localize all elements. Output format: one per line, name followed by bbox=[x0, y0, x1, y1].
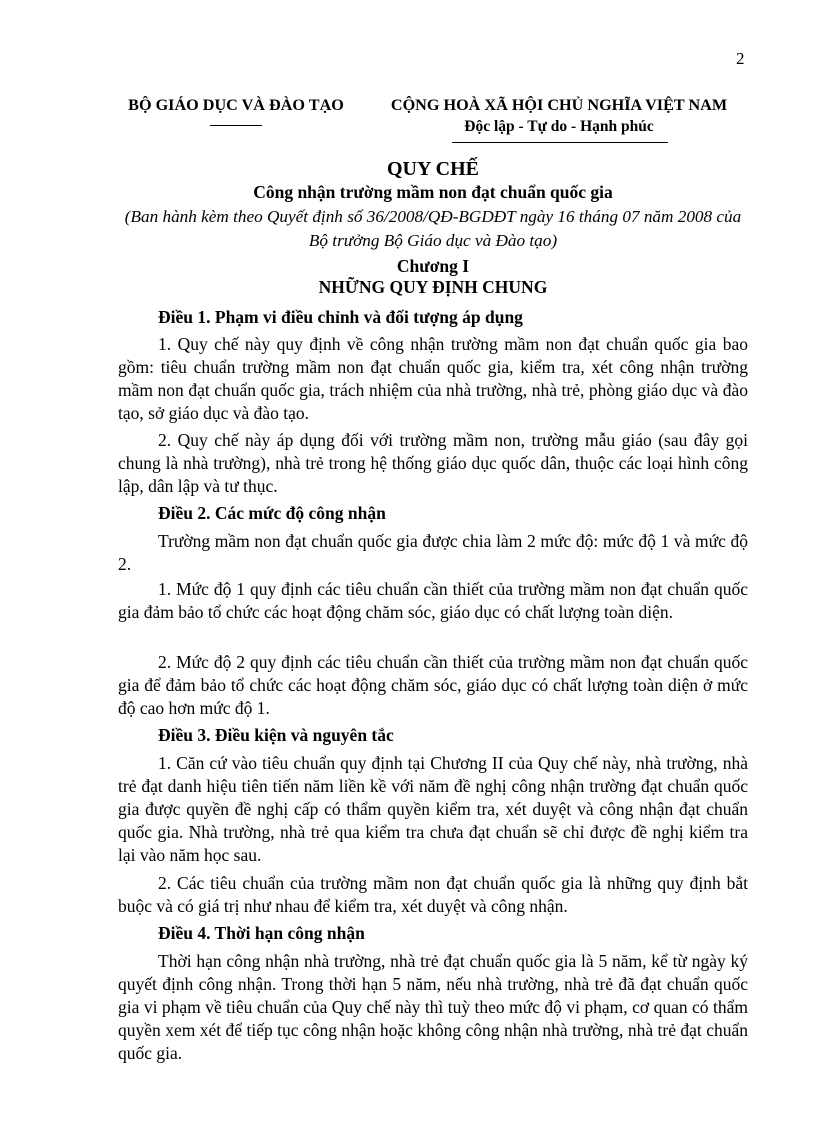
article-3-paragraph-1 bbox=[118, 752, 748, 867]
ministry-underline bbox=[210, 125, 262, 126]
page-number: 2 bbox=[736, 49, 745, 68]
issued-note: (Ban hành kèm theo Quyết định số 36/2008/QĐ-BGDĐT ngày 16 tháng 07 năm 2008 của Bộ trưởng Bộ Giáo dục và Đào tạo) bbox=[124, 207, 742, 250]
document-subtitle: Công nhận trường mầm non đạt chuẩn quốc gia bbox=[253, 182, 613, 202]
article-3-paragraph-2 bbox=[118, 872, 748, 918]
article-1 bbox=[118, 306, 748, 329]
article-2-intro bbox=[118, 530, 748, 576]
national-motto: Độc lập - Tự do - Hạnh phúc bbox=[464, 118, 654, 135]
article-4-paragraph-1 bbox=[118, 950, 748, 1065]
article-paragraph: 1. Quy chế này quy định về công nhận trường mầm non đạt chuẩn quốc gia bao gồm: tiêu chuẩn trường mầm non đạt chuẩn quốc gia, kiểm tra, xét công nhận trường mầm non đạt chuẩn quốc gia, trách nhiệm của nhà trường, nhà trẻ, phòng giáo dục và đào tạo, sở giáo dục và đào tạo. bbox=[118, 334, 748, 423]
republic-name: CỘNG HOÀ XÃ HỘI CHỦ NGHĨA VIỆT NAM bbox=[390, 96, 728, 114]
article-paragraph: 2. Các tiêu chuẩn của trường mầm non đạt chuẩn quốc gia là những quy định bắt buộc và có giá trị như nhau để kiểm tra, xét duyệt và công nhận. bbox=[118, 873, 748, 916]
chapter-heading bbox=[118, 256, 748, 298]
article-paragraph: Trường mầm non đạt chuẩn quốc gia được chia làm 2 mức độ: mức độ 1 và mức độ 2. bbox=[118, 531, 748, 574]
article-4 bbox=[118, 922, 748, 945]
article-1-paragraph-2 bbox=[118, 429, 748, 498]
article-2-paragraph-1 bbox=[118, 578, 748, 624]
republic-header bbox=[372, 96, 746, 143]
article-3 bbox=[118, 724, 748, 747]
article-paragraph: 1. Mức độ 1 quy định các tiêu chuẩn cần thiết của trường mầm non đạt chuẩn quốc gia đảm bảo tổ chức các hoạt động chăm sóc, giáo dục có chất lượng toàn diện. bbox=[118, 579, 748, 622]
article-paragraph: 2. Quy chế này áp dụng đối với trường mầm non, trường mẫu giáo (sau đây gọi chung là nhà trường), nhà trẻ trong hệ thống giáo dục quốc dân, thuộc các loại hình công lập, dân lập và tư thục. bbox=[118, 430, 748, 496]
motto-underline bbox=[452, 142, 668, 143]
article-heading: Điều 4. Thời hạn công nhận bbox=[158, 923, 365, 943]
article-heading: Điều 2. Các mức độ công nhận bbox=[158, 503, 386, 523]
article-heading: Điều 3. Điều kiện và nguyên tắc bbox=[158, 725, 394, 745]
article-paragraph: Thời hạn công nhận nhà trường, nhà trẻ đạt chuẩn quốc gia là 5 năm, kể từ ngày ký quyết định công nhận. Trong thời hạn 5 năm, nếu nhà trường, nhà trẻ đã đạt chuẩn quốc gia vi phạm về tiêu chuẩn của Quy chế này thì tuỳ theo mức độ vi phạm, cơ quan có thẩm quyền xem xét để tiếp tục công nhận hoặc không công nhận nhà trường, nhà trẻ đạt chuẩn quốc gia. bbox=[118, 951, 748, 1063]
article-2-paragraph-2 bbox=[118, 651, 748, 720]
article-paragraph: 1. Căn cứ vào tiêu chuẩn quy định tại Chương II của Quy chế này, nhà trường, nhà trẻ đạt danh hiệu tiên tiến năm liền kề với năm đề nghị công nhận trường đạt chuẩn quốc gia được quyền đề nghị cấp có thẩm quyền kiểm tra, xét duyệt và công nhận đạt chuẩn quốc gia. Nhà trường, nhà trẻ qua kiểm tra chưa đạt chuẩn sẽ chỉ được đề nghị kiểm tra lại vào năm học sau. bbox=[118, 753, 748, 865]
chapter-number: Chương I bbox=[396, 256, 470, 276]
document-title: QUY CHẾ bbox=[386, 158, 480, 180]
article-2 bbox=[118, 502, 748, 525]
chapter-name: NHỮNG QUY ĐỊNH CHUNG bbox=[318, 277, 548, 297]
ministry-name: BỘ GIÁO DỤC VÀ ĐÀO TẠO bbox=[128, 96, 344, 114]
article-heading: Điều 1. Phạm vi điều chỉnh và đối tượng áp dụng bbox=[158, 307, 523, 327]
article-1-paragraph-1 bbox=[118, 333, 748, 425]
article-paragraph: 2. Mức độ 2 quy định các tiêu chuẩn cần thiết của trường mầm non đạt chuẩn quốc gia để đảm bảo tổ chức các hoạt động chăm sóc, giáo dục có chất lượng toàn diện ở mức độ cao hơn mức độ 1. bbox=[118, 652, 748, 718]
ministry-header bbox=[118, 96, 354, 126]
